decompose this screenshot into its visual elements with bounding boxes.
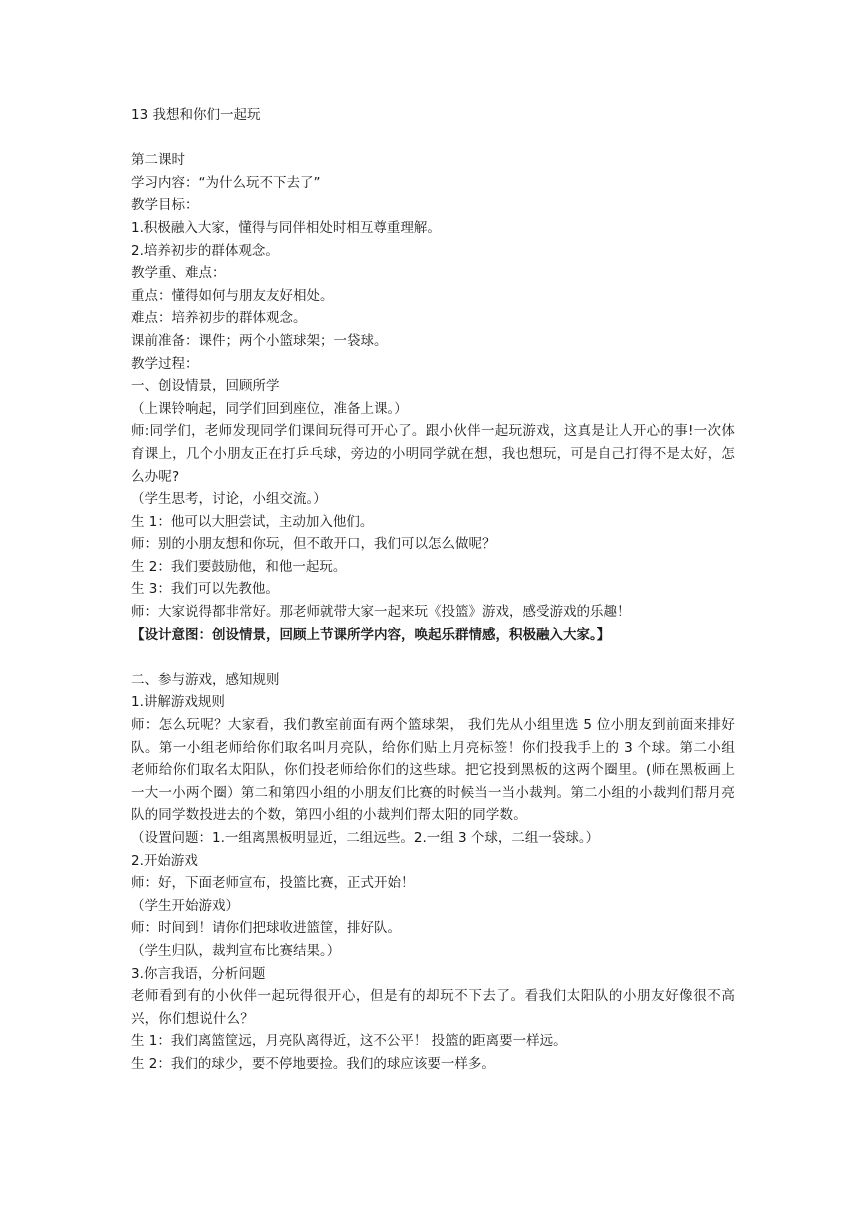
paragraph-line: 一、创设情景，回顾所学 bbox=[131, 378, 280, 395]
paragraph-line: 2.开始游戏 bbox=[131, 852, 198, 869]
paragraph-line: （学生归队，裁判宣布比赛结果。） bbox=[131, 942, 341, 959]
paragraph-line: 教学目标： bbox=[131, 197, 199, 214]
paragraph-line: 1.积极融入大家，懂得与同伴相处时相互尊重理解。 bbox=[131, 219, 441, 236]
paragraph-line: 二、参与游戏，感知规则 bbox=[131, 671, 280, 688]
blank-line bbox=[131, 127, 735, 150]
paragraph-line: 1.讲解游戏规则 bbox=[131, 694, 225, 711]
paragraph-line: 师：时间到！请你们把球收进篮筐，排好队。 bbox=[131, 920, 401, 937]
paragraph-line: （学生思考，讨论，小组交流。） bbox=[131, 491, 327, 508]
paragraph-line: 生 2：我们要鼓励他，和他一起玩。 bbox=[131, 558, 347, 575]
paragraph-line: 师：好，下面老师宣布，投篮比赛，正式开始！ bbox=[131, 875, 415, 892]
paragraph-line: （学生开始游戏） bbox=[131, 897, 239, 914]
paragraph-line: （上课铃响起，同学们回到座位，准备上课。） bbox=[131, 400, 408, 417]
paragraph-line: 生 2：我们的球少，要不停地要捡。我们的球应该要一样多。 bbox=[131, 1055, 495, 1072]
paragraph-line: 师：大家说得都非常好。那老师就带大家一起来玩《投篮》游戏，感受游戏的乐趣！ bbox=[131, 604, 631, 621]
paragraph-line: 重点：懂得如何与朋友友好相处。 bbox=[131, 287, 334, 304]
paragraph-line: 3.你言我语，分析问题 bbox=[131, 965, 266, 982]
paragraph-line: 第二课时 bbox=[131, 152, 185, 169]
paragraph-line: 生 1：我们离篮筐远，月亮队离得近，这不公平！ 投篮的距离要一样远。 bbox=[131, 1033, 567, 1050]
paragraph-line: 生 1：他可以大胆尝试，主动加入他们。 bbox=[131, 513, 374, 530]
paragraph-line: 学习内容：“为什么玩不下去了” bbox=[131, 174, 321, 191]
paragraph-line: （设置问题：1.一组离黑板明显近，二组远些。2.一组 3 个球，二组一袋球。） bbox=[131, 830, 600, 846]
document-body bbox=[131, 104, 735, 1076]
paragraph-line: 老师看到有的小伙伴一起玩得很开心，但是有的却玩不下去了。看我们太阳队的小朋友好像很不高兴，你们想说什么？ bbox=[131, 988, 735, 1027]
paragraph-line: 师：怎么玩呢？大家看，我们教室前面有两个篮球架， 我们先从小组里选 5 位小朋友到前面来排好队。第一小组老师给你们取名叫月亮队，给你们贴上月亮标签！你们投我手上的 3 个球。第二小组老师给你们取名太阳队，你们投老师给你们的这些球。把它投到黑板的这两个圈里。(师在黑板画上一大一小两个圈）第二和第四小组的小朋友们比赛的时候当一当小裁判。第二小组的小裁判们帮月亮队的同学数投进去的个数，第四小组的小裁判们帮太阳的同学数。 bbox=[131, 717, 735, 824]
paragraph-line: 教学过程： bbox=[131, 355, 199, 372]
paragraph-line: 教学重、难点： bbox=[131, 265, 226, 282]
paragraph-line: 2.培养初步的群体观念。 bbox=[131, 242, 279, 259]
document-title: 13 我想和你们一起玩 bbox=[131, 107, 261, 123]
paragraph-line: 师：别的小朋友想和你玩，但不敢开口，我们可以怎么做呢？ bbox=[131, 536, 496, 553]
paragraph-line: 难点：培养初步的群体观念。 bbox=[131, 310, 307, 327]
paragraph-line: 课前准备：课件；两个小篮球架；一袋球。 bbox=[131, 332, 388, 349]
paragraph-line: 师:同学们，老师发现同学们课间玩得可开心了。跟小伙伴一起玩游戏，这真是让人开心的事!一次体育课上，几个小朋友正在打乒乓球，旁边的小明同学就在想，我也想玩，可是自己打得不是太好，怎么办呢? bbox=[131, 423, 735, 485]
paragraph-line: 【设计意图：创设情景，回顾上节课所学内容，唤起乐群情感，积极融入大家。】 bbox=[131, 626, 611, 643]
paragraph-line: 生 3：我们可以先教他。 bbox=[131, 581, 279, 598]
blank-line bbox=[131, 646, 735, 669]
